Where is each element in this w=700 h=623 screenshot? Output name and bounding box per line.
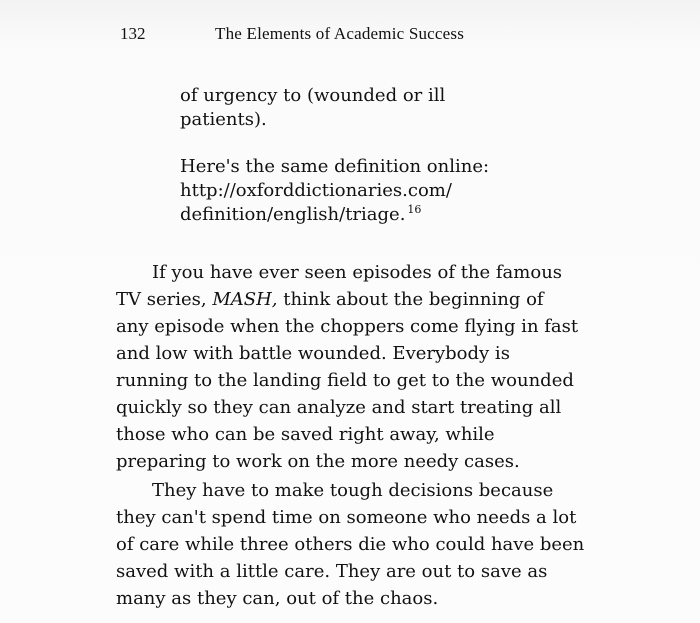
paragraph-line: They have to make tough decisions because bbox=[152, 480, 554, 501]
definition-url-line-2: definition/english/triage. bbox=[180, 204, 406, 225]
paragraph-mash bbox=[116, 259, 606, 475]
definition-quote bbox=[180, 84, 540, 227]
paragraph-line: preparing to work on the more needy cases. bbox=[116, 451, 520, 472]
body-text bbox=[116, 259, 606, 612]
paragraph-line: any episode when the choppers come flying in fast bbox=[116, 316, 579, 337]
online-intro: Here's the same definition online: bbox=[180, 156, 490, 177]
paragraph-line: think about the beginning of bbox=[277, 289, 544, 310]
paragraph-line: running to the landing field to get to the wounded bbox=[116, 370, 574, 391]
paragraph-tough-decisions bbox=[116, 477, 606, 612]
book-title: The Elements of Academic Success bbox=[215, 24, 465, 43]
paragraph-line: and low with battle wounded. Everybody is bbox=[116, 343, 510, 364]
definition-url-line-1: http://oxforddictionaries.com/ bbox=[180, 180, 452, 201]
definition-fragment-line-1: of urgency to (wounded or ill bbox=[180, 85, 446, 106]
paragraph-line: they can't spend time on someone who needs a lot bbox=[116, 507, 577, 528]
paragraph-line: those who can be saved right away, while bbox=[116, 424, 495, 445]
paragraph-line: of care while three others die who could have been bbox=[116, 534, 585, 555]
page-number: 132 bbox=[120, 24, 146, 43]
online-definition bbox=[180, 155, 540, 227]
show-title: MASH, bbox=[212, 289, 278, 310]
paragraph-line: quickly so they can analyze and start treating all bbox=[116, 397, 562, 418]
definition-fragment-line-2: patients). bbox=[180, 109, 267, 130]
paragraph-line: saved with a little care. They are out to save as bbox=[116, 561, 548, 582]
running-head bbox=[0, 24, 700, 48]
paragraph-line: many as they can, out of the chaos. bbox=[116, 588, 439, 609]
paragraph-line: If you have ever seen episodes of the famous bbox=[152, 262, 563, 283]
definition-fragment bbox=[180, 84, 540, 132]
footnote-marker: 16 bbox=[407, 203, 422, 216]
paragraph-line: TV series, bbox=[116, 289, 213, 310]
